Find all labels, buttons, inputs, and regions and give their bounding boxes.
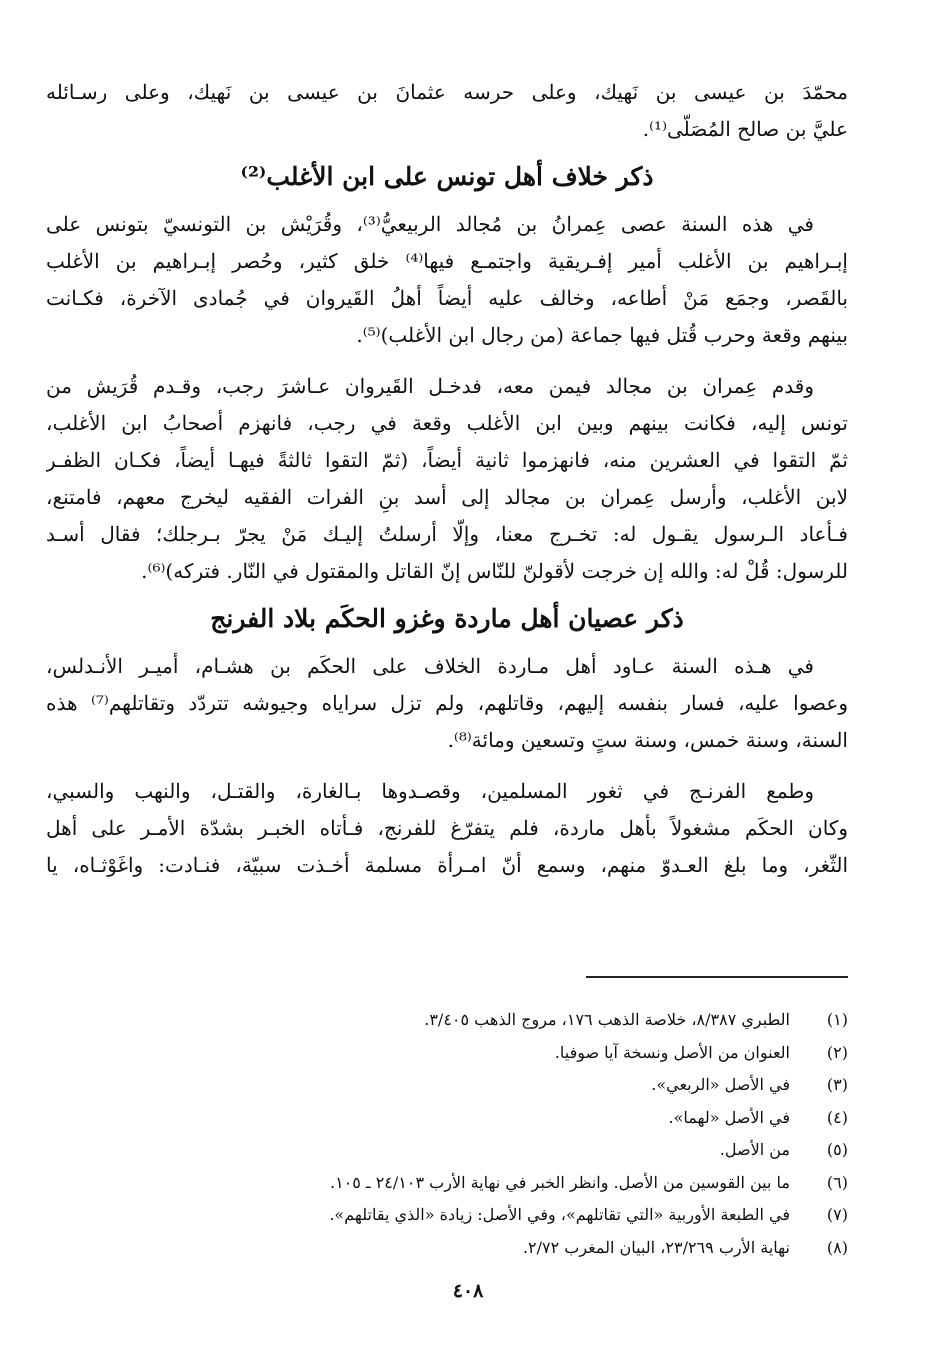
footnote-number: (٦): [826, 1172, 848, 1192]
page-number: ٤٠٨: [452, 1280, 484, 1302]
footnotes: [228, 1004, 848, 1264]
paragraph-gap: [46, 354, 848, 368]
paragraph-gap: [46, 759, 848, 773]
text-line: وكان الحكَم مشغولاً بأهل ماردة، فلم يتفرّغ للفرنج، فـأتاه الخبـر بشدّة الأمـر على أهل: [46, 816, 848, 840]
footnote-number: (١): [826, 1010, 848, 1029]
footnote-number: (٤): [826, 1107, 848, 1127]
footnote: [228, 1167, 848, 1200]
text-line: وطمع الفرنـج في ثغور المسلمين، وقصـدوها بـالغارة، والقتـل، والنهب والسبي،: [46, 779, 814, 803]
footnote: [228, 1037, 848, 1070]
footnote-number: (٢): [826, 1042, 848, 1062]
footnote-divider: [586, 976, 848, 978]
section-heading: ذكر خلاف أهل تونس على ابن الأغلب⁽²⁾: [240, 162, 654, 191]
footnote-text: نهاية الأرب ٢٣/٢٦٩، البيان المغرب ٢/٧٢.: [522, 1237, 790, 1257]
text-line: ثمّ التقوا في العشرين منه، فانهزموا ثانية أيضاً، (ثمّ التقوا ثالثةً فيهـا أيضاً، فكـان الظفـر: [46, 448, 848, 472]
text-line: السنة، وسنة خمس، وسنة ستٍ وتسعين ومائة⁽⁸⁾.: [447, 728, 848, 752]
text-line: للرسول: قُلْ له: والله إن خرجت لأقولنّ للنّاس إنّ القاتل والمقتول في النّار. فتركه)⁽⁶⁾.: [141, 559, 848, 583]
footnote-number: (٨): [826, 1237, 848, 1257]
text-line: وقدم عِمران بن مجالد فيمن معه، فدخـل القَيروان عـاشرَ رجب، وقـدم قُرَيش من: [46, 374, 814, 398]
text-line: محمّدَ بن عيسى بن نَهيك، وعلى حرسه عثمانَ بن عيسى بن نَهيك، وعلى رسـائله: [46, 80, 848, 104]
main-text: [46, 74, 848, 884]
text-line: عليَّ بن صالح المُصَلّى⁽¹⁾.: [642, 117, 848, 141]
footnote: [228, 1199, 848, 1232]
footnote-text: العنوان من الأصل ونسخة آيا صوفيا.: [554, 1042, 790, 1062]
footnote-text: من الأصل.: [719, 1140, 790, 1159]
text-line: الثّغر، وما بلغ العـدوّ منهم، وسمع أنّ امـرأة مسلمة أخـذت سبيّة، فنـادت: واغَوْثـاه، يا: [46, 853, 848, 877]
text-line: بالقَصر، وجمَع مَنْ أطاعه، وخالف عليه أيضاً أهلُ القَيروان في جُمادى الآخرة، فكـانت: [46, 286, 848, 310]
footnote: [228, 1102, 848, 1135]
footnote: [228, 1069, 848, 1102]
text-line: بينهم وقعة وحرب قُتل فيها جماعة (من رجال ابن الأغلب)⁽⁵⁾.: [356, 323, 848, 347]
footnote-text: الطبري ٨/٣٨٧، خلاصة الذهب ١٧٦، مروج الذهب ٣/٤٠٥.: [424, 1010, 790, 1029]
text-line: لابن الأغلب، وأرسل عِمران بن مجالد إلى أسد بنِ الفرات الفقيه ليخرج معهم، فامتنع،: [46, 485, 848, 509]
text-line: تونس إليه، فكانت بينهم وبين ابن الأغلب وقعة في رجب، فانهزم أصحابُ ابن الأغلب،: [46, 411, 848, 435]
text-line: إبـراهيم بن الأغلب أمير إفـريقية واجتمـع فيها⁽⁴⁾ خلق كثير، وحُصر إبـراهيم بن الأغلب: [46, 249, 848, 273]
text-line: في هذه السنة عصى عِمرانُ بن مُجالد الربيعيُّ⁽³⁾، وقُرَيْش بن التونسيّ بتونس على: [46, 212, 814, 236]
footnote-text: في الأصل «الربعي».: [651, 1075, 790, 1094]
footnote-number: (٧): [826, 1205, 848, 1224]
footnote-text: ما بين القوسين من الأصل. وانظر الخبر في نهاية الأرب ٢٤/١٠٣ ـ ١٠٥.: [329, 1172, 790, 1192]
footnote-text: في الأصل «لهما».: [668, 1107, 790, 1127]
footnote-number: (٥): [826, 1140, 848, 1159]
section-heading: ذكر عصيان أهل ماردة وغزو الحكَم بلاد الفرنج: [210, 604, 684, 633]
footnote-text: في الطبعة الأوربية «التي تقاتلهم»، وفي الأصل: زيادة «الذي يقاتلهم».: [329, 1205, 790, 1224]
footnote: [228, 1004, 848, 1037]
footnote: [228, 1134, 848, 1167]
text-line: فـأعاد الـرسول يقـول له: تخـرج معنا، وإلّا أرسلتُ إليـك مَنْ يجرّ بـرجلك؛ فقال أسـد: [46, 522, 848, 546]
footnote-number: (٣): [826, 1075, 848, 1094]
text-line: وعصوا عليه، فسار بنفسه إليهم، وقاتلهم، ولم تزل سراياه وجيوشه تتردّد وتقاتلهم⁽⁷⁾ هذه: [46, 691, 848, 715]
footnote: [228, 1232, 848, 1265]
text-line: في هـذه السنة عـاود أهل مـاردة الخلاف على الحكَم بن هشـام، أميـر الأنـدلس،: [46, 654, 814, 678]
